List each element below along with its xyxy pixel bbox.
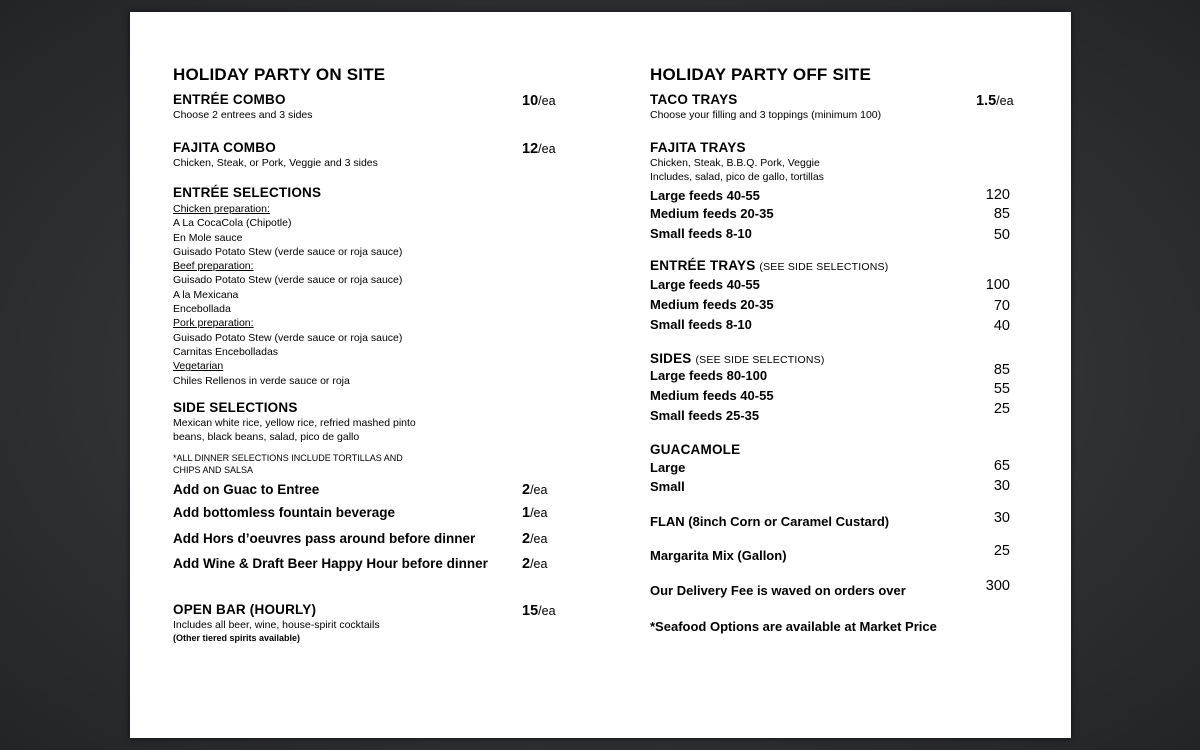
off-site-title: HOLIDAY PARTY OFF SITE [650,65,872,84]
open-bar-desc: Includes all beer, wine, house-spirit cocktails [173,619,380,631]
seafood-note: *Seafood Options are available at Market Price [650,619,937,634]
entree-selections-title: ENTRÉE SELECTIONS [173,185,322,200]
list-item: A La CocaCola (Chipotle) [173,217,292,230]
beef-label: Beef preparation: [173,260,254,273]
tray-size-price: 120 [985,187,1010,203]
list-item: Chiles Rellenos in verde sauce or roja [173,374,350,387]
tray-size-label: Large feeds 80-100 [650,368,768,383]
tray-size-label: Medium feeds 20-35 [650,206,774,221]
open-bar-note: (Other tiered spirits available) [173,633,301,643]
guac-size-price: 30 [993,478,1010,494]
margarita-label: Margarita Mix (Gallon) [650,548,787,563]
dinner-note [173,453,403,476]
dinner-note-line: CHIPS AND SALSA [173,464,254,475]
entree-trays-name: ENTRÉE TRAYS (SEE SIDE SELECTIONS) [650,258,889,273]
pork-label: Pork preparation: [173,317,254,330]
fajita-trays-desc [650,156,824,185]
flan-price: 30 [993,510,1010,526]
tray-size-price: 70 [993,298,1010,314]
entree-selections-list [173,202,402,388]
delivery-price: 300 [985,578,1010,594]
addon-label: Add bottomless fountain beverage [173,505,396,520]
list-item: A la Mexicana [173,288,239,301]
tray-size-label: Small feeds 8-10 [650,317,752,332]
tray-size-label: Medium feeds 40-55 [650,388,774,403]
off-site-column [650,12,1050,738]
tray-size-price: 55 [993,381,1010,397]
addon-label: Add on Guac to Entree [173,482,320,497]
guacamole-name: GUACAMOLE [650,442,741,457]
fajita-trays-name: FAJITA TRAYS [650,140,746,155]
side-selections-line: beans, black beans, salad, pico de gallo [173,431,360,444]
addon-label: Add Wine & Draft Beer Happy Hour before dinner [173,556,488,571]
vegetarian-label: Vegetarian [173,360,224,373]
addon-price: 1/ea [522,505,548,521]
list-item: Guisado Potato Stew (verde sauce or roja sauce) [173,331,403,344]
taco-trays-price: 1.5/ea [976,93,1014,109]
tray-size-label: Small feeds 8-10 [650,226,752,241]
tray-size-label: Medium feeds 20-35 [650,297,774,312]
taco-trays-desc: Choose your filling and 3 toppings (minimum 100) [650,109,882,121]
side-selections-line: Mexican white rice, yellow rice, refried mashed pinto [173,417,416,429]
guac-size-label: Large [650,460,686,475]
guac-size-label: Small [650,479,685,494]
side-selections-desc [173,416,416,445]
tray-size-price: 85 [993,206,1010,222]
entree-combo-desc: Choose 2 entrees and 3 sides [173,109,313,121]
list-item: Encebollada [173,303,231,316]
addon-price: 2/ea [522,556,548,572]
dinner-note-line: *ALL DINNER SELECTIONS INCLUDE TORTILLAS AND [173,453,403,463]
addon-price: 2/ea [522,531,548,547]
list-item: Guisado Potato Stew (verde sauce or roja sauce) [173,274,403,287]
guac-size-price: 65 [993,458,1010,474]
open-bar-price: 15/ea [522,603,556,619]
delivery-label: Our Delivery Fee is waved on orders over [650,583,906,598]
list-item: Guisado Potato Stew (verde sauce or roja sauce) [173,245,403,258]
addon-price: 2/ea [522,482,548,498]
addon-label: Add Hors d’oeuvres pass around before dinner [173,531,476,546]
tray-size-price: 25 [993,401,1010,417]
tray-size-price: 50 [993,227,1010,243]
entree-combo-name: ENTRÉE COMBO [173,92,286,107]
fajita-combo-name: FAJITA COMBO [173,140,276,155]
list-item: En Mole sauce [173,231,243,244]
open-bar-name: OPEN BAR (HOURLY) [173,602,317,617]
taco-trays-name: TACO TRAYS [650,92,738,107]
list-item: Carnitas Encebolladas [173,345,279,358]
tray-size-price: 100 [985,277,1010,293]
fajita-trays-desc-line: Includes, salad, pico de gallo, tortillas [650,171,824,184]
tray-size-price: 85 [993,362,1010,378]
tray-size-label: Small feeds 25-35 [650,408,760,423]
fajita-combo-desc: Chicken, Steak, or Pork, Veggie and 3 sides [173,157,378,169]
side-selections-title: SIDE SELECTIONS [173,400,298,415]
on-site-title: HOLIDAY PARTY ON SITE [173,65,386,84]
chicken-label: Chicken preparation: [173,203,270,215]
on-site-column [173,12,573,738]
sides-name: SIDES (SEE SIDE SELECTIONS) [650,351,825,366]
menu-page [130,12,1071,738]
fajita-combo-price: 12/ea [522,141,556,157]
tray-size-label: Large feeds 40-55 [650,277,760,292]
tray-size-label: Large feeds 40-55 [650,188,760,203]
flan-label: FLAN (8inch Corn or Caramel Custard) [650,514,890,529]
fajita-trays-desc-line: Chicken, Steak, B.B.Q. Pork, Veggie [650,157,820,169]
entree-combo-price: 10/ea [522,93,556,109]
tray-size-price: 40 [993,318,1010,334]
margarita-price: 25 [993,543,1010,559]
